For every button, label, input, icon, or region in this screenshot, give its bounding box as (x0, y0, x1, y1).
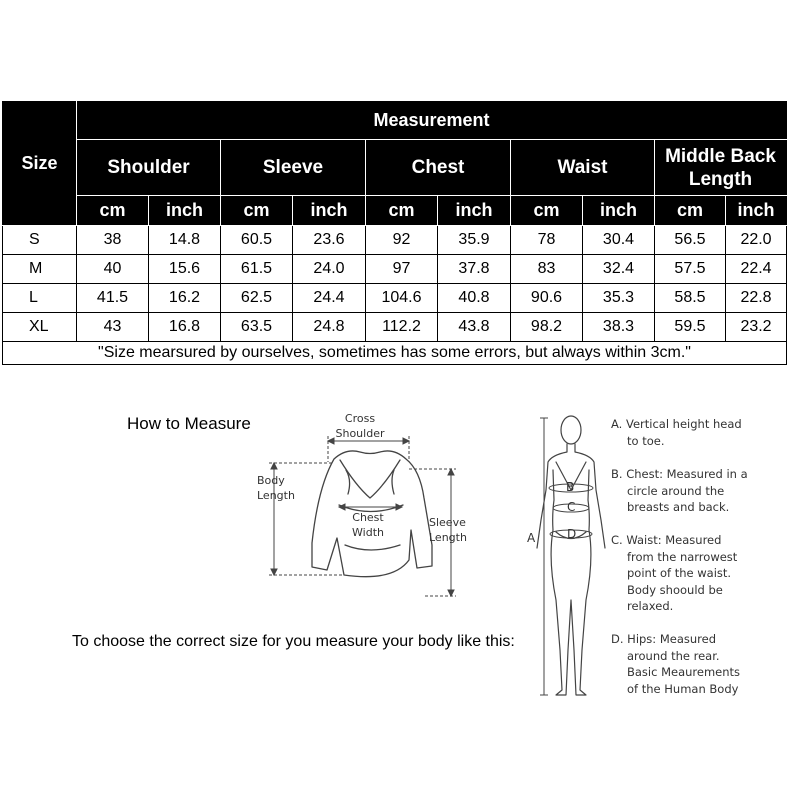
table-cell: 16.2 (149, 284, 221, 313)
table-cell: 60.5 (221, 226, 293, 255)
unit-cm: cm (77, 196, 149, 226)
how-to-measure-title: How to Measure (127, 414, 251, 433)
table-cell: 40.8 (438, 284, 511, 313)
table-cell: 58.5 (655, 284, 726, 313)
instruction-text: To choose the correct size for you measure your body like this: (72, 633, 515, 650)
table-cell: 24.0 (293, 255, 366, 284)
table-cell: 16.8 (149, 313, 221, 342)
table-cell: 56.5 (655, 226, 726, 255)
table-cell: 90.6 (511, 284, 583, 313)
table-cell: 59.5 (655, 313, 726, 342)
table-cell: 112.2 (366, 313, 438, 342)
table-cell: 38 (77, 226, 149, 255)
size-cell: M (3, 255, 77, 284)
table-cell: 24.4 (293, 284, 366, 313)
table-cell: 30.4 (583, 226, 655, 255)
size-cell: S (3, 226, 77, 255)
marker-a: A (527, 531, 536, 545)
table-cell: 40 (77, 255, 149, 284)
table-cell: 32.4 (583, 255, 655, 284)
body-measure-lines (540, 418, 593, 695)
column-header-sleeve: Sleeve (221, 140, 366, 196)
cross-shoulder-label: Cross Shoulder (335, 412, 385, 440)
table-cell: 38.3 (583, 313, 655, 342)
column-header-chest: Chest (366, 140, 511, 196)
unit-inch: inch (438, 196, 511, 226)
column-header-shoulder: Shoulder (77, 140, 221, 196)
chest-width-label: Chest Width (352, 511, 384, 539)
table-cell: 22.0 (726, 226, 787, 255)
sleeve-length-label: Sleeve Length (429, 516, 467, 544)
table-cell: 63.5 (221, 313, 293, 342)
marker-d: D (567, 527, 577, 541)
table-cell: 15.6 (149, 255, 221, 284)
unit-cm: cm (366, 196, 438, 226)
table-cell: 22.4 (726, 255, 787, 284)
column-header-middle-back-length: Middle Back Length (655, 140, 787, 196)
unit-cm: cm (511, 196, 583, 226)
legend-item-a: A. Vertical height head to toe. (611, 417, 742, 448)
table-cell: 57.5 (655, 255, 726, 284)
table-cell: 14.8 (149, 226, 221, 255)
table-cell: 97 (366, 255, 438, 284)
table-cell: 43 (77, 313, 149, 342)
column-header-waist: Waist (511, 140, 655, 196)
table-cell: 23.6 (293, 226, 366, 255)
table-cell: 104.6 (366, 284, 438, 313)
unit-inch: inch (583, 196, 655, 226)
size-cell: L (3, 284, 77, 313)
unit-inch: inch (726, 196, 787, 226)
unit-inch: inch (293, 196, 366, 226)
table-cell: 83 (511, 255, 583, 284)
body-figure (537, 416, 605, 695)
marker-b: B (566, 480, 575, 494)
size-header: Size (3, 102, 77, 226)
legend-item-b: B. Chest: Measured in a circle around the breasts and back. (611, 467, 748, 514)
table-cell: 24.8 (293, 313, 366, 342)
table-cell: 22.8 (726, 284, 787, 313)
marker-c: C (567, 500, 576, 514)
measurement-header: Measurement (77, 102, 787, 140)
unit-cm: cm (221, 196, 293, 226)
table-cell: 35.3 (583, 284, 655, 313)
table-cell: 78 (511, 226, 583, 255)
unit-inch: inch (149, 196, 221, 226)
table-note: "Size mearsured by ourselves, sometimes has some errors, but always within 3cm." (3, 342, 787, 365)
legend-item-d: D. Hips: Measured around the rear. Basic Meaurements of the Human Body (611, 632, 741, 696)
table-cell: 23.2 (726, 313, 787, 342)
unit-cm: cm (655, 196, 726, 226)
table-cell: 61.5 (221, 255, 293, 284)
body-length-label: Body Length (257, 474, 295, 502)
table-cell: 35.9 (438, 226, 511, 255)
table-cell: 92 (366, 226, 438, 255)
legend-item-c: C. Waist: Measured from the narrowest point of the waist. Body shoould be relaxed. (611, 533, 738, 613)
table-cell: 43.8 (438, 313, 511, 342)
table-cell: 37.8 (438, 255, 511, 284)
table-cell: 98.2 (511, 313, 583, 342)
table-cell: 41.5 (77, 284, 149, 313)
table-cell: 62.5 (221, 284, 293, 313)
size-cell: XL (3, 313, 77, 342)
